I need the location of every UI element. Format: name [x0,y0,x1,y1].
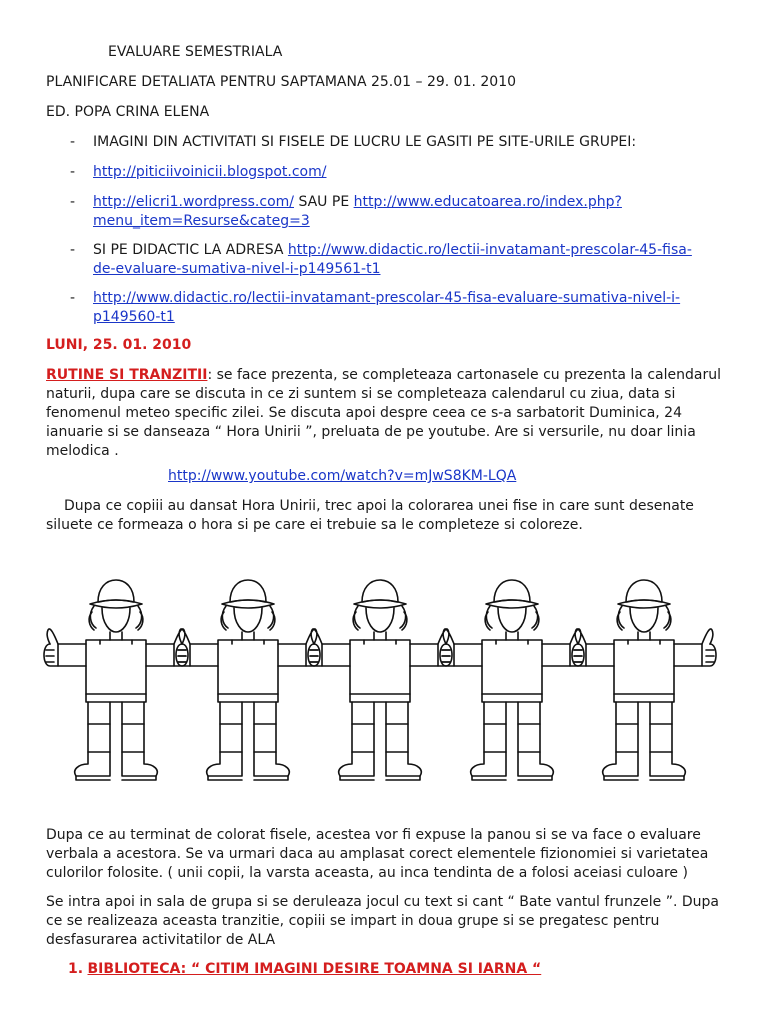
educatoarea-link-line1[interactable]: http://www.educatoarea.ro/index.php? [353,194,622,210]
author-line: ED. POPA CRINA ELENA [46,104,210,120]
blog-link[interactable]: http://piticiivoinicii.blogspot.com/ [93,164,327,180]
youtube-line [168,467,516,486]
routine-text: : se face prezenta, se completeaza cartonasele cu prezenta la calendarul naturii, dupa care se discuta in ce zi suntem si se completeaza calendarul cu ziua, data si fenomenul meteo specific zilei. Se discuta apoi despre ceea ce s-a sarbatorit Duminica, 24 ianuarie si se danseaza “ Hora Unirii ”, preluata de pe youtube. Are si versurile, nu doar linia melodica . [46,367,721,459]
wordpress-link[interactable]: http://elicri1.wordpress.com/ [93,194,294,210]
bullet-line-didactic-cont [93,260,381,279]
evaluation-paragraph: Dupa ce au terminat de colorat fisele, acestea vor fi expuse la panou si se va face o evaluare verbala a acestora. Se va urmari daca au amplasat corect elementele fizionomiei si varietatea culorilor folosite. ( unii copii, la varsta aceasta, au inca tendinta de a folosi aceiasi culoare ) [46,827,709,881]
doll-figure-5 [572,580,716,780]
section-title: BIBLIOTECA: “ CITIM IMAGINI DESIRE TOAMNA SI IARNA “ [87,961,542,977]
bullet-dash: - [70,134,76,150]
bullet-dash: - [70,164,76,180]
coloring-paragraph: Dupa ce copiii au dansat Hora Unirii, trec apoi la colorarea unei fise in care sunt desenate siluete ce formeaza o hora si pe care ei trebuie sa le completeze si coloreze. [46,498,694,533]
educatoarea-link-line2[interactable]: menu_item=Resurse&categ=3 [93,213,310,229]
bullet-line-didactic-2-cont [93,308,175,327]
bullet-line-didactic-2 [93,289,680,308]
didactic-link-1-line2[interactable]: de-evaluare-sumativa-nivel-i-p149561-t1 [93,261,381,277]
doll-figure-1 [44,580,188,780]
didactic-intro-text: SI PE DIDACTIC LA ADRESA [93,242,288,258]
doll-figure-2 [176,580,320,780]
doll-figure-3 [308,580,452,780]
bullet-link-blog [93,163,326,182]
paper-doll-chain-illustration [40,572,720,786]
section-heading-library [68,960,541,979]
document-title: EVALUARE SEMESTRIALA [108,44,283,60]
bullet-line-didactic [93,241,692,260]
didactic-link-2-line2[interactable]: p149560-t1 [93,309,175,325]
youtube-link[interactable]: http://www.youtube.com/watch?v=mJwS8KM-LQA [168,468,517,484]
bullet-text-images: IMAGINI DIN ACTIVITATI SI FISELE DE LUCRU LE GASITI PE SITE-URILE GRUPEI: [93,134,637,150]
bullet-line-wordpress-cont [93,212,310,231]
day-heading: LUNI, 25. 01. 2010 [46,337,192,353]
routine-paragraph [46,366,736,461]
routine-label: RUTINE SI TRANZITII [46,367,208,383]
bullet-connector-text: SAU PE [294,194,354,210]
bullet-dash: - [70,290,76,306]
didactic-link-1-line1[interactable]: http://www.didactic.ro/lectii-invatamant-prescolar-45-fisa- [287,242,692,258]
section-number: 1. [68,961,84,977]
doll-figure-4 [440,580,584,780]
bullet-line-wordpress [93,193,622,212]
bullet-dash: - [70,242,76,258]
bullet-dash: - [70,194,76,210]
didactic-link-2-line1[interactable]: http://www.didactic.ro/lectii-invatamant-prescolar-45-fisa-evaluare-sumativa-nivel-i- [93,290,681,306]
transition-paragraph: Se intra apoi in sala de grupa si se deruleaza jocul cu text si cant “ Bate vantul frunzele ”. Dupa ce se realizeaza aceasta tranzitie, copiii se impart in doua grupe si se pregatesc pentru desfasurarea activitatilor de ALA [46,894,720,948]
planning-line: PLANIFICARE DETALIATA PENTRU SAPTAMANA 25.01 – 29. 01. 2010 [46,74,517,90]
